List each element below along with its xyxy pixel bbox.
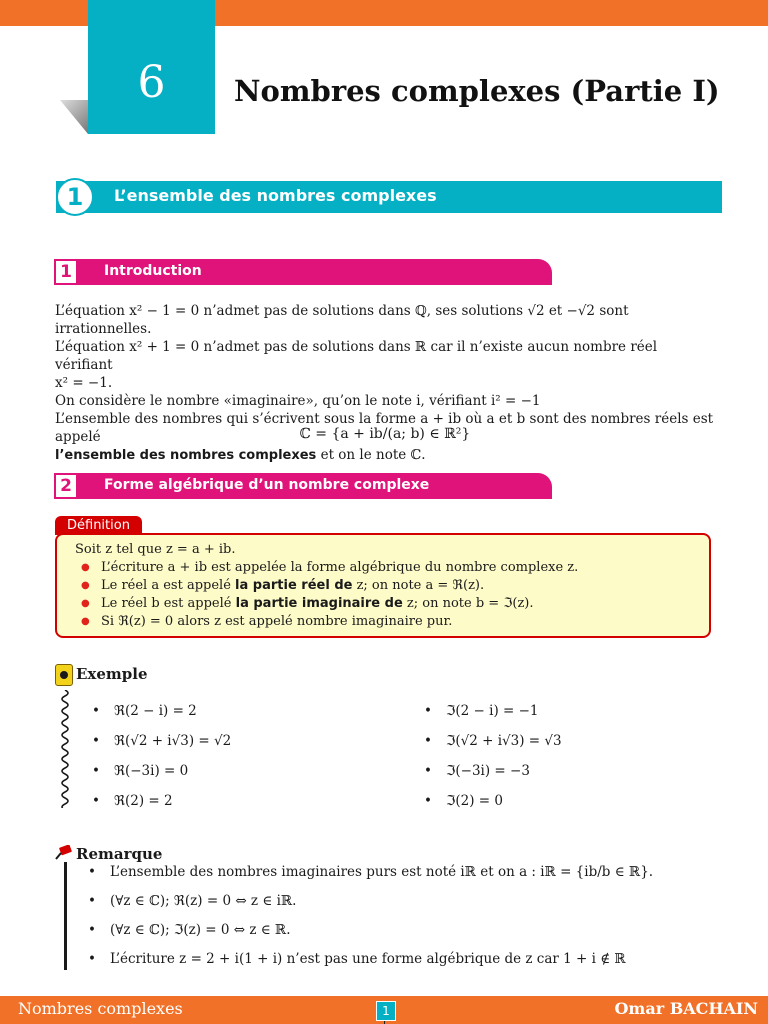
definition-item: [101, 577, 695, 595]
definition-bold: la partie réel de: [235, 578, 353, 593]
remark-item: • L’ensemble des nombres imaginaires purs est noté iℝ et on a : iℝ = {ib/b ∈ ℝ}.: [88, 863, 728, 881]
subsection-number-intro: 1: [54, 259, 78, 285]
definition-lead: Soit z tel que z = a + ib.: [75, 542, 236, 557]
example-real-3: • ℜ(−3i) = 0: [92, 763, 188, 779]
remark-item: • L’écriture z = 2 + i(1 + i) n’est pas une forme algébrique de z car 1 + i ∉ ℝ: [88, 950, 728, 968]
intro-line: On considère le nombre «imaginaire», qu’on le note i, vérifiant i² = −1: [55, 393, 541, 409]
chapter-fold: [60, 100, 88, 134]
subsection-title-intro: Introduction: [104, 263, 202, 279]
example-imag-3: • ℑ(−3i) = −3: [424, 763, 530, 779]
remark-item: • (∀z ∈ ℂ); ℜ(z) = 0 ⇔ z ∈ iℝ.: [88, 892, 728, 910]
example-real-1: • ℜ(2 − i) = 2: [92, 703, 197, 719]
definition-content: [75, 541, 695, 631]
example-imag-2: • ℑ(√2 + i√3) = √3: [424, 733, 562, 749]
definition-list: [75, 559, 695, 631]
page-number: 1: [376, 1001, 396, 1021]
definition-text: L’écriture a + ib est appelée la forme algébrique du nombre complexe z.: [101, 560, 579, 575]
definition-text: z; on note a = ℜ(z).: [352, 578, 485, 593]
chapter-title: Nombres complexes (Partie I): [234, 74, 720, 108]
pencil-icon: [54, 845, 72, 861]
book-icon-face: [60, 671, 68, 679]
example-real-2: • ℜ(√2 + i√3) = √2: [92, 733, 231, 749]
definition-bold: la partie imaginaire de: [235, 596, 403, 611]
chapter-number: 6: [88, 0, 215, 134]
set-formula: ℂ = {a + ib/(a; b) ∈ ℝ²}: [299, 426, 471, 442]
intro-line: x² = −1.: [55, 375, 113, 391]
subsection-number-algebraic: 2: [54, 473, 78, 499]
definition-item: [101, 595, 695, 613]
intro-line: L’équation x² + 1 = 0 n’admet pas de solutions dans ℝ car il n’existe aucun nombre réel vérifiant: [55, 339, 658, 373]
wavy-line-icon: [58, 690, 72, 808]
example-imag-4: • ℑ(2) = 0: [424, 793, 503, 809]
intro-line: L’équation x² − 1 = 0 n’admet pas de solutions dans ℚ, ses solutions √2 et −√2 sont irrationnelles.: [55, 303, 629, 337]
subsection-title-algebraic: Forme algébrique d’un nombre complexe: [104, 477, 430, 493]
definition-text: Le réel b est appelé: [101, 596, 236, 611]
example-title: Exemple: [76, 665, 148, 683]
definition-tab: Définition: [55, 516, 142, 535]
intro-line-rest: et on le note ℂ.: [316, 447, 426, 463]
definition-item: [101, 613, 695, 631]
footer-author: Omar BACHAIN: [614, 999, 758, 1018]
section-bar-end: [720, 181, 740, 213]
intro-line: [55, 446, 715, 465]
intro-line: L’ensemble des nombres qui s’écrivent sous la forme a + ib où a et b sont des nombres réels est appelé: [55, 411, 714, 445]
example-real-4: • ℜ(2) = 2: [92, 793, 173, 809]
section-number: 1: [56, 178, 94, 216]
example-imag-1: • ℑ(2 − i) = −1: [424, 703, 539, 719]
definition-text: Le réel a est appelé: [101, 578, 236, 593]
remark-list: [88, 863, 728, 979]
definition-item: [101, 559, 695, 577]
footer-course-title: Nombres complexes: [18, 999, 183, 1018]
section-title: L’ensemble des nombres complexes: [114, 186, 437, 205]
definition-text: z; on note b = ℑ(z).: [402, 596, 534, 611]
remark-item: • (∀z ∈ ℂ); ℑ(z) = 0 ⇔ z ∈ ℝ.: [88, 921, 728, 939]
remark-rule: [64, 862, 67, 970]
remark-title: Remarque: [76, 845, 163, 863]
definition-text: Si ℜ(z) = 0 alors z est appelé nombre imaginaire pur.: [101, 614, 453, 629]
intro-bold-term: l’ensemble des nombres complexes: [55, 448, 317, 463]
